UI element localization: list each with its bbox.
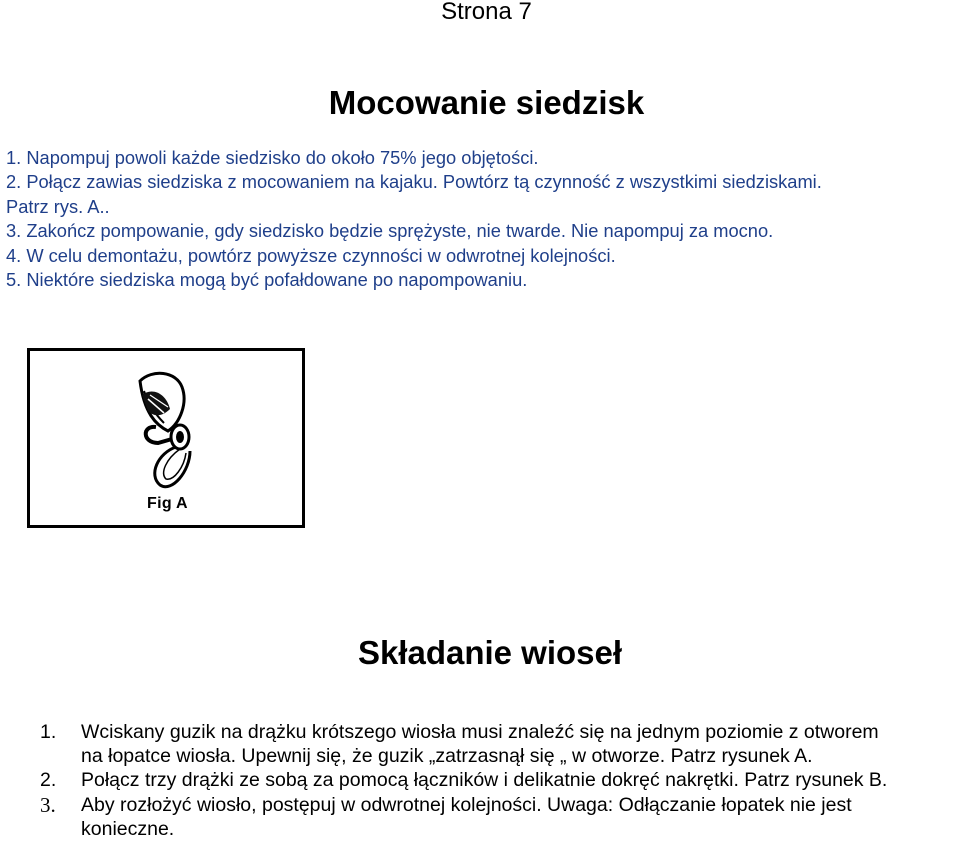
paddle-instructions-list bbox=[40, 720, 960, 841]
list-number: 2. bbox=[40, 769, 57, 792]
list-item bbox=[40, 793, 960, 841]
list-text-line: Wciskany guzik na drążku krótszego wiosła musi znaleźć się na jednym poziomie z otworem bbox=[81, 721, 879, 743]
section-title-seats: Mocowanie siedzisk bbox=[328, 84, 645, 121]
list-item: 2. Połącz zawias siedziska z mocowaniem na kajaku. Powtórz tą czynność z wszystkimi siedziskami. bbox=[6, 171, 822, 193]
list-item: 3. Zakończ pompowanie, gdy siedzisko będzie sprężyste, nie twarde. Nie napompuj za mocno. bbox=[6, 220, 774, 242]
section-title-paddles: Składanie wioseł bbox=[357, 634, 623, 671]
list-text-line: Aby rozłożyć wiosło, postępuj w odwrotnej kolejności. Uwaga: Odłączanie łopatek nie jest bbox=[81, 793, 852, 816]
list-item bbox=[40, 720, 960, 768]
list-text-line: na łopatce wiosła. Upewnij się, że guzik „zatrzasnął się „ w otworze. Patrz rysunek A. bbox=[81, 745, 813, 768]
list-item: 1. Napompuj powoli każde siedzisko do około 75% jego objętości. bbox=[6, 147, 539, 168]
list-item bbox=[40, 768, 960, 792]
figure-label: Fig A bbox=[147, 495, 188, 512]
list-item: 4. W celu demontażu, powtórz powyższe czynności w odwrotnej kolejności. bbox=[6, 244, 616, 266]
list-number: 1. bbox=[40, 721, 57, 743]
list-text-line: konieczne. bbox=[81, 817, 175, 840]
list-number: 3. bbox=[40, 792, 56, 817]
list-item: Patrz rys. A.. bbox=[6, 195, 110, 217]
page-number: Strona 7 bbox=[441, 0, 532, 25]
figure-a bbox=[27, 348, 305, 528]
list-item: 5. Niektóre siedziska mogą być pofałdowane po napompowaniu. bbox=[6, 269, 528, 291]
list-text-line: Połącz trzy drążki ze sobą za pomocą łączników i delikatnie dokręć nakrętki. Patrz rysunek B. bbox=[81, 769, 888, 792]
seat-instructions-list bbox=[6, 146, 956, 292]
